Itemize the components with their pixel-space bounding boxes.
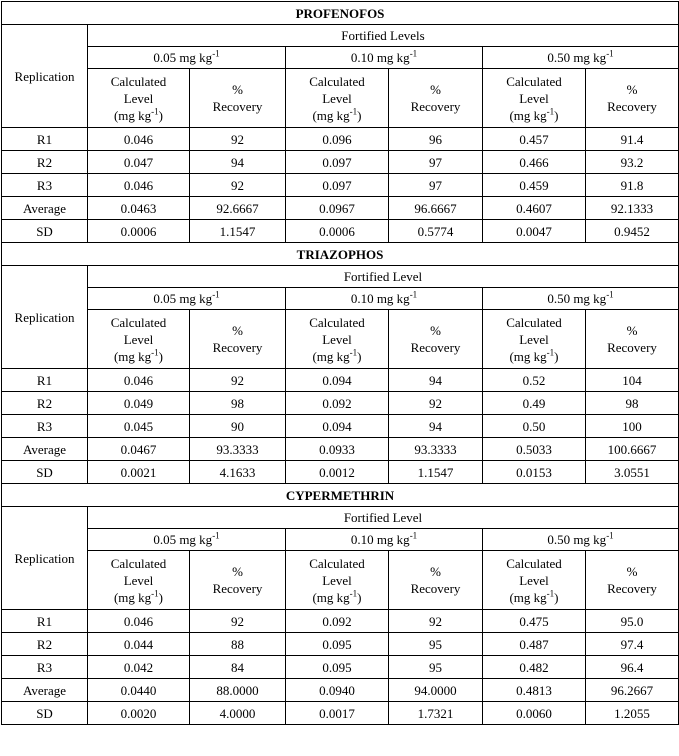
row-label: R3 — [2, 415, 88, 438]
replication-header: Replication — [2, 266, 88, 369]
calc-line2: Level — [123, 331, 154, 347]
table-row — [2, 610, 679, 633]
recovery-line2: Recovery — [607, 99, 657, 114]
level-header — [286, 529, 483, 551]
fortified-level-header: Fortified Level — [88, 266, 679, 288]
level-value: 0.10 — [350, 532, 374, 547]
recovery-header — [389, 551, 483, 610]
column-header-row — [2, 69, 679, 128]
calc-unit-close: ) — [357, 348, 362, 364]
replication-header: Replication — [2, 507, 88, 610]
recovery-cell: 96.6667 — [389, 197, 483, 220]
calculated-level-header — [88, 551, 190, 610]
calc-line2: Level — [322, 572, 352, 588]
recovery-cell: 104 — [586, 369, 679, 392]
level-unit-exponent: -1 — [606, 530, 614, 541]
calculated-level-cell: 0.046 — [88, 128, 190, 151]
recovery-cell: 1.1547 — [389, 461, 483, 484]
recovery-header — [586, 69, 679, 128]
section-title: TRIAZOPHOS — [2, 243, 679, 266]
level-unit-exponent: -1 — [409, 530, 418, 541]
recovery-line2: Recovery — [607, 581, 657, 596]
recovery-line1: % — [232, 82, 243, 97]
calc-line2: Level — [322, 90, 352, 106]
level-header — [88, 288, 286, 310]
calculated-level-cell: 0.046 — [88, 610, 190, 633]
section-title-row — [2, 2, 679, 25]
calc-line1: Calculated — [110, 314, 167, 330]
recovery-cell: 92.1333 — [586, 197, 679, 220]
calculated-level-cell: 0.0463 — [88, 197, 190, 220]
recovery-line2: Recovery — [607, 340, 657, 355]
calculated-level-cell: 0.459 — [483, 174, 586, 197]
calc-unit: (mg kg — [312, 348, 350, 364]
recovery-header — [190, 551, 286, 610]
calculated-level-cell: 0.49 — [483, 392, 586, 415]
recovery-cell: 94.0000 — [389, 679, 483, 702]
calc-unit-exponent: -1 — [151, 588, 159, 599]
calculated-level-cell: 0.466 — [483, 151, 586, 174]
calc-unit-close: ) — [554, 348, 559, 364]
level-value: 0.50 — [547, 532, 571, 547]
recovery-line2: Recovery — [212, 99, 263, 114]
recovery-cell: 4.1633 — [190, 461, 286, 484]
calculated-level-cell: 0.097 — [286, 151, 389, 174]
level-unit-exponent: -1 — [409, 289, 418, 300]
recovery-cell: 96 — [389, 128, 483, 151]
level-unit-exponent: -1 — [606, 289, 614, 300]
recovery-line1: % — [430, 564, 441, 579]
calc-line2: Level — [322, 331, 352, 347]
calculated-level-cell: 0.094 — [286, 415, 389, 438]
calculated-level-cell: 0.096 — [286, 128, 389, 151]
calculated-level-header — [88, 69, 190, 128]
section-title: PROFENOFOS — [2, 2, 679, 25]
calculated-level-cell: 0.092 — [286, 392, 389, 415]
calc-line1: Calculated — [506, 73, 562, 89]
row-label: R1 — [2, 128, 88, 151]
recovery-cell: 95 — [389, 633, 483, 656]
calculated-level-cell: 0.0047 — [483, 220, 586, 243]
calculated-level-cell: 0.4813 — [483, 679, 586, 702]
level-unit: mg kg — [179, 291, 213, 306]
calculated-level-header — [286, 69, 389, 128]
row-label: R1 — [2, 610, 88, 633]
level-unit: mg kg — [179, 50, 213, 65]
recovery-cell: 94 — [389, 415, 483, 438]
calculated-level-cell: 0.50 — [483, 415, 586, 438]
recovery-cell: 95.0 — [586, 610, 679, 633]
recovery-header — [586, 551, 679, 610]
recovery-cell: 97 — [389, 151, 483, 174]
fortified-header-row — [2, 266, 679, 288]
calculated-level-cell: 0.097 — [286, 174, 389, 197]
recovery-cell: 4.0000 — [190, 702, 286, 725]
calc-unit-exponent: -1 — [151, 106, 159, 117]
level-header — [483, 529, 679, 551]
calc-unit-close: ) — [158, 348, 164, 364]
calculated-level-cell: 0.487 — [483, 633, 586, 656]
recovery-line1: % — [232, 323, 243, 338]
table-row — [2, 174, 679, 197]
recovery-cell: 94 — [389, 369, 483, 392]
calc-unit: (mg kg — [509, 107, 547, 123]
calc-line2: Level — [519, 331, 549, 347]
recovery-header — [389, 310, 483, 369]
recovery-line1: % — [626, 82, 638, 97]
calc-unit-exponent: -1 — [349, 106, 358, 117]
fortified-header-row — [2, 507, 679, 529]
calculated-level-header — [286, 551, 389, 610]
calculated-level-cell: 0.0012 — [286, 461, 389, 484]
calculated-level-header — [483, 69, 586, 128]
level-unit: mg kg — [573, 291, 607, 306]
table-row — [2, 415, 679, 438]
recovery-cell: 93.2 — [586, 151, 679, 174]
recovery-cell: 92 — [389, 610, 483, 633]
row-label: Average — [2, 438, 88, 461]
recovery-cell: 1.7321 — [389, 702, 483, 725]
level-value: 0.10 — [350, 50, 374, 65]
calc-line1: Calculated — [309, 314, 365, 330]
recovery-cell: 1.2055 — [586, 702, 679, 725]
level-value: 0.05 — [153, 50, 177, 65]
recovery-line1: % — [430, 82, 441, 97]
recovery-line2: Recovery — [410, 581, 461, 596]
calc-unit-close: ) — [357, 589, 362, 605]
level-unit: mg kg — [573, 50, 607, 65]
level-unit: mg kg — [573, 532, 607, 547]
row-label: R1 — [2, 369, 88, 392]
calc-unit-close: ) — [554, 107, 559, 123]
recovery-cell: 88 — [190, 633, 286, 656]
calculated-level-cell: 0.0153 — [483, 461, 586, 484]
calc-unit-exponent: -1 — [349, 588, 358, 599]
replication-header: Replication — [2, 25, 88, 128]
recovery-cell: 0.9452 — [586, 220, 679, 243]
section-title-row — [2, 243, 679, 266]
calculated-level-cell: 0.457 — [483, 128, 586, 151]
calc-unit: (mg kg — [312, 107, 350, 123]
table-row — [2, 369, 679, 392]
calc-line1: Calculated — [309, 555, 365, 571]
table-row — [2, 633, 679, 656]
level-unit: mg kg — [376, 532, 410, 547]
calc-unit-close: ) — [554, 589, 559, 605]
table-row — [2, 128, 679, 151]
calculated-level-cell: 0.042 — [88, 656, 190, 679]
row-label: R2 — [2, 151, 88, 174]
table-row — [2, 702, 679, 725]
calc-unit-exponent: -1 — [546, 347, 555, 358]
table-row — [2, 461, 679, 484]
table-row — [2, 656, 679, 679]
level-value: 0.05 — [153, 532, 177, 547]
calculated-level-cell: 0.095 — [286, 633, 389, 656]
recovery-cell: 97.4 — [586, 633, 679, 656]
calc-line1: Calculated — [110, 73, 167, 89]
row-label: R2 — [2, 633, 88, 656]
recovery-cell: 84 — [190, 656, 286, 679]
calc-unit-exponent: -1 — [546, 106, 555, 117]
calculated-level-cell: 0.0940 — [286, 679, 389, 702]
calculated-level-cell: 0.0021 — [88, 461, 190, 484]
recovery-cell: 98 — [586, 392, 679, 415]
recovery-cell: 93.3333 — [190, 438, 286, 461]
calc-unit-exponent: -1 — [349, 347, 358, 358]
table-row — [2, 151, 679, 174]
recovery-cell: 94 — [190, 151, 286, 174]
recovery-cell: 97 — [389, 174, 483, 197]
recovery-cell: 91.8 — [586, 174, 679, 197]
calculated-level-cell: 0.0020 — [88, 702, 190, 725]
recovery-line1: % — [626, 564, 638, 579]
row-label: SD — [2, 220, 88, 243]
level-unit-exponent: -1 — [212, 530, 220, 541]
level-header-row — [2, 288, 679, 310]
recovery-cell: 100 — [586, 415, 679, 438]
level-value: 0.05 — [153, 291, 177, 306]
calc-line1: Calculated — [506, 555, 562, 571]
recovery-line2: Recovery — [212, 340, 263, 355]
level-value: 0.10 — [350, 291, 374, 306]
recovery-cell: 96.4 — [586, 656, 679, 679]
column-header-row — [2, 310, 679, 369]
recovery-cell: 92 — [190, 369, 286, 392]
calculated-level-cell: 0.0967 — [286, 197, 389, 220]
calculated-level-cell: 0.095 — [286, 656, 389, 679]
recovery-cell: 91.4 — [586, 128, 679, 151]
recovery-cell: 88.0000 — [190, 679, 286, 702]
calculated-level-header — [483, 551, 586, 610]
recovery-cell: 0.5774 — [389, 220, 483, 243]
section-title: CYPERMETHRIN — [2, 484, 679, 507]
level-value: 0.50 — [547, 291, 571, 306]
table-row — [2, 220, 679, 243]
calc-line2: Level — [519, 572, 549, 588]
calculated-level-cell: 0.52 — [483, 369, 586, 392]
calculated-level-cell: 0.482 — [483, 656, 586, 679]
recovery-cell: 100.6667 — [586, 438, 679, 461]
calculated-level-cell: 0.0017 — [286, 702, 389, 725]
calculated-level-cell: 0.0006 — [286, 220, 389, 243]
recovery-cell: 96.2667 — [586, 679, 679, 702]
recovery-line2: Recovery — [410, 340, 461, 355]
recovery-line2: Recovery — [410, 99, 461, 114]
calculated-level-cell: 0.4607 — [483, 197, 586, 220]
calc-unit: (mg kg — [113, 589, 152, 605]
row-label: SD — [2, 702, 88, 725]
recovery-cell: 95 — [389, 656, 483, 679]
recovery-cell: 90 — [190, 415, 286, 438]
calculated-level-cell: 0.046 — [88, 369, 190, 392]
calculated-level-cell: 0.044 — [88, 633, 190, 656]
level-unit-exponent: -1 — [212, 48, 220, 59]
level-header-row — [2, 47, 679, 69]
level-unit-exponent: -1 — [409, 48, 418, 59]
level-header — [286, 288, 483, 310]
level-header — [88, 47, 286, 69]
recovery-cell: 1.1547 — [190, 220, 286, 243]
recovery-cell: 3.0551 — [586, 461, 679, 484]
calculated-level-cell: 0.092 — [286, 610, 389, 633]
recovery-table — [1, 1, 679, 725]
calculated-level-cell: 0.047 — [88, 151, 190, 174]
calc-line2: Level — [519, 90, 549, 106]
calculated-level-header — [88, 310, 190, 369]
row-label: Average — [2, 679, 88, 702]
calc-line2: Level — [123, 90, 154, 106]
recovery-header — [190, 69, 286, 128]
section-title-row — [2, 484, 679, 507]
level-header-row — [2, 529, 679, 551]
level-unit: mg kg — [179, 532, 213, 547]
recovery-cell: 98 — [190, 392, 286, 415]
calculated-level-cell: 0.049 — [88, 392, 190, 415]
calc-unit: (mg kg — [509, 589, 547, 605]
level-unit-exponent: -1 — [212, 289, 220, 300]
calc-unit-exponent: -1 — [546, 588, 555, 599]
calc-unit-close: ) — [357, 107, 362, 123]
level-header — [286, 47, 483, 69]
recovery-header — [190, 310, 286, 369]
calculated-level-cell: 0.5033 — [483, 438, 586, 461]
recovery-header — [389, 69, 483, 128]
calc-line1: Calculated — [309, 73, 365, 89]
calc-unit-close: ) — [158, 107, 164, 123]
calculated-level-cell: 0.0933 — [286, 438, 389, 461]
table-row — [2, 438, 679, 461]
column-header-row — [2, 551, 679, 610]
calculated-level-cell: 0.475 — [483, 610, 586, 633]
table-row — [2, 679, 679, 702]
recovery-cell: 93.3333 — [389, 438, 483, 461]
calculated-level-cell: 0.045 — [88, 415, 190, 438]
calculated-level-header — [483, 310, 586, 369]
level-value: 0.50 — [547, 50, 571, 65]
level-header — [88, 529, 286, 551]
recovery-cell: 92 — [190, 610, 286, 633]
row-label: SD — [2, 461, 88, 484]
calc-unit: (mg kg — [113, 107, 152, 123]
fortified-level-header: Fortified Level — [88, 507, 679, 529]
level-header — [483, 47, 679, 69]
calc-line1: Calculated — [110, 555, 167, 571]
recovery-cell: 92 — [190, 128, 286, 151]
recovery-cell: 92.6667 — [190, 197, 286, 220]
calculated-level-cell: 0.046 — [88, 174, 190, 197]
calculated-level-cell: 0.0467 — [88, 438, 190, 461]
calculated-level-cell: 0.0006 — [88, 220, 190, 243]
table-row — [2, 392, 679, 415]
row-label: R3 — [2, 656, 88, 679]
recovery-line1: % — [430, 323, 441, 338]
recovery-header — [586, 310, 679, 369]
row-label: Average — [2, 197, 88, 220]
calc-line2: Level — [123, 572, 154, 588]
recovery-cell: 92 — [389, 392, 483, 415]
recovery-line2: Recovery — [212, 581, 263, 596]
calc-unit: (mg kg — [312, 589, 350, 605]
level-unit-exponent: -1 — [606, 48, 614, 59]
calc-unit-close: ) — [158, 589, 164, 605]
row-label: R3 — [2, 174, 88, 197]
level-header — [483, 288, 679, 310]
level-unit: mg kg — [376, 291, 410, 306]
table-row — [2, 197, 679, 220]
calculated-level-cell: 0.0440 — [88, 679, 190, 702]
fortified-header-row — [2, 25, 679, 47]
calculated-level-cell: 0.094 — [286, 369, 389, 392]
calculated-level-header — [286, 310, 389, 369]
recovery-cell: 92 — [190, 174, 286, 197]
calc-line1: Calculated — [506, 314, 562, 330]
calc-unit: (mg kg — [509, 348, 547, 364]
level-unit: mg kg — [376, 50, 410, 65]
recovery-line1: % — [626, 323, 638, 338]
calc-unit-exponent: -1 — [151, 347, 159, 358]
row-label: R2 — [2, 392, 88, 415]
recovery-line1: % — [232, 564, 243, 579]
calc-unit: (mg kg — [113, 348, 152, 364]
fortified-level-header: Fortified Levels — [88, 25, 679, 47]
calculated-level-cell: 0.0060 — [483, 702, 586, 725]
